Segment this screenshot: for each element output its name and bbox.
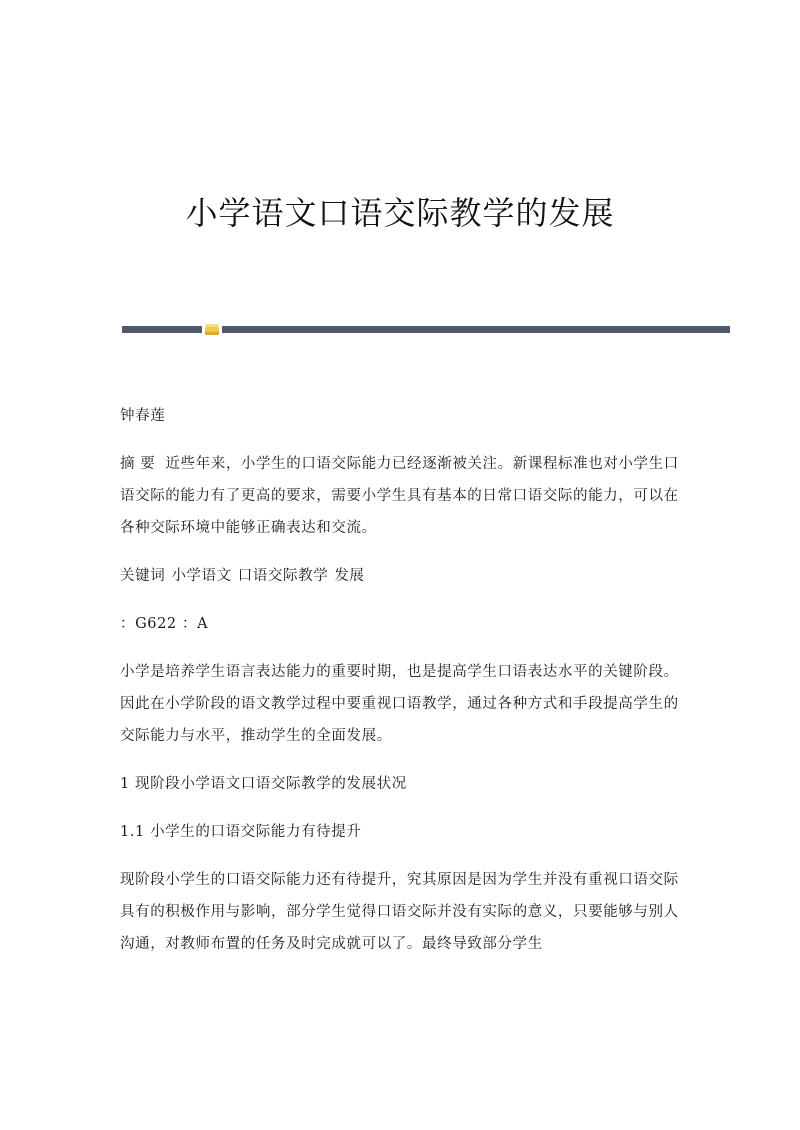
document-body [120,400,680,960]
keywords [120,560,680,592]
abstract-text: 近些年来，小学生的口语交际能力已经逐渐被关注。新课程标准也对小学生口语交际的能力有了更高的要求，需要小学生具有基本的日常口语交际的能力，可以在各种交际环境中能够正确表达和交流。 [120,456,679,536]
body-paragraph: 现阶段小学生的口语交际能力还有待提升，究其原因是因为学生并没有重视口语交际具有的积极作用与影响，部分学生觉得口语交际并没有实际的意义，只要能够与别人沟通，对教师布置的任务及时完成就可以了。最终导致部分学生 [120,872,679,952]
abstract-label: 摘 要 [120,456,156,472]
intro-paragraph: 小学是培养学生语言表达能力的重要时期，也是提高学生口语表达水平的关键阶段。因此在小学阶段的语文教学过程中要重视口语教学，通过各种方式和手段提高学生的交际能力与水平，推动学生的全面发展。 [120,664,679,744]
keyword: 小学语文 [171,568,232,584]
document-title: 小学语文口语交际教学的发展 [185,194,615,232]
divider-bar-left [122,326,202,333]
keyword: 口语交际教学 [237,568,329,584]
title-divider [122,326,730,333]
keyword: 发展 [334,568,365,584]
divider-ornament-icon [205,324,219,335]
author-name: 钟春莲 [120,408,166,424]
abstract [120,448,680,544]
section-heading: 1 现阶段小学语文口语交际教学的发展状况 [120,776,407,792]
subsection-heading: 1.1 小学生的口语交际能力有待提升 [120,824,362,840]
divider-bar-right [222,326,730,333]
classification-code: ：G622 ：A [120,616,209,632]
keywords-label: 关键词 [120,568,166,584]
